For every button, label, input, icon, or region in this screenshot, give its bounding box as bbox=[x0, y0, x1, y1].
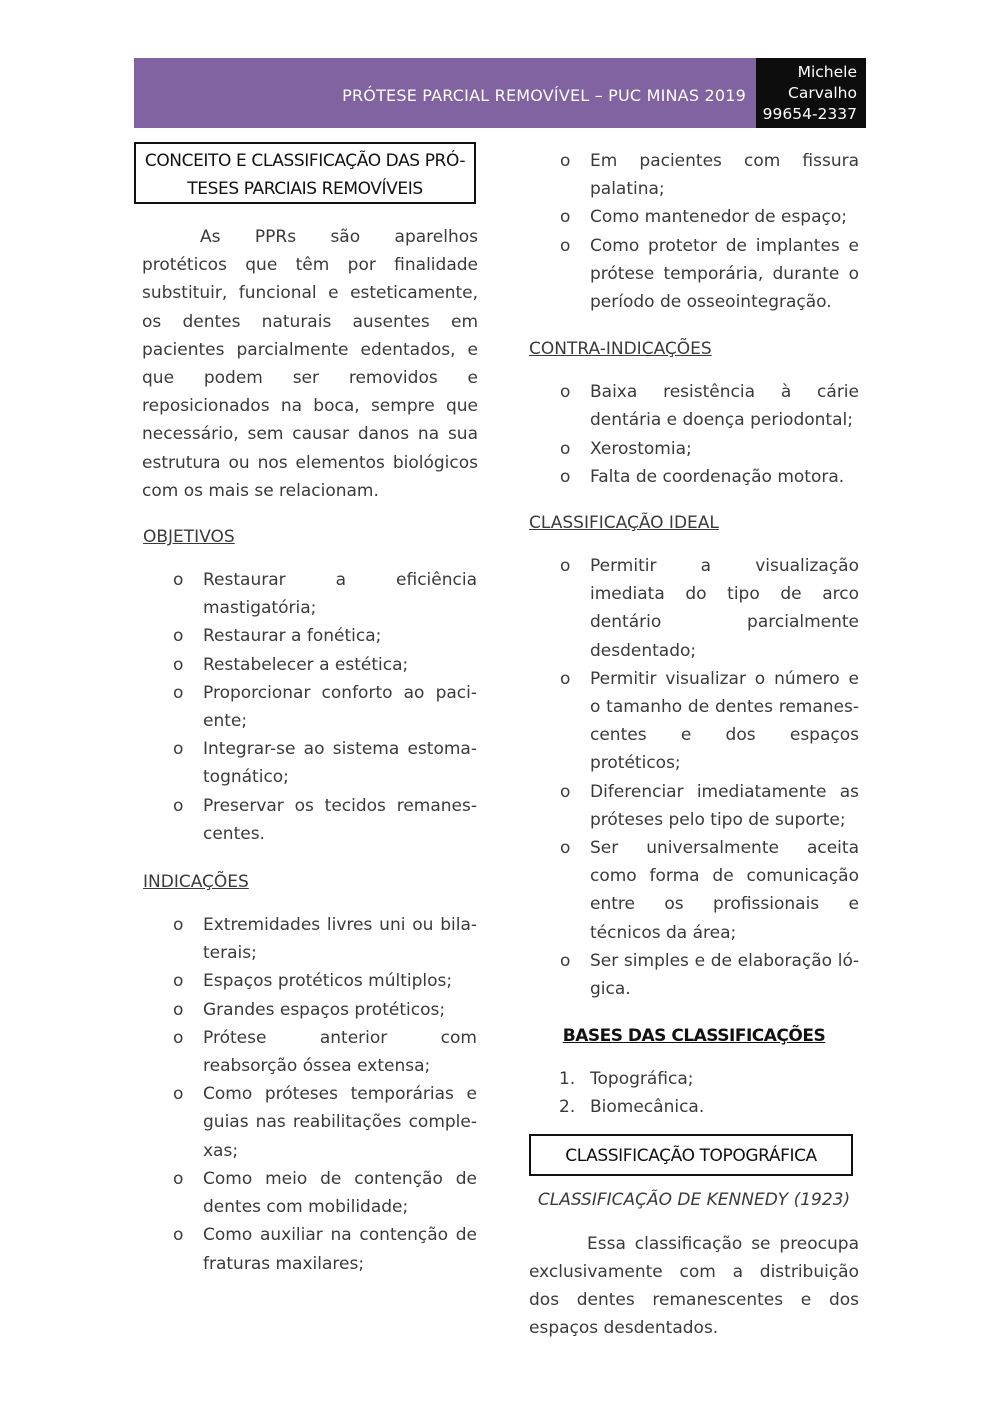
topografica-title-box bbox=[529, 1134, 853, 1176]
bullet-icon: o bbox=[173, 1168, 184, 1189]
list-item: o Restaurar a fonética; bbox=[142, 622, 477, 650]
objetivos-list bbox=[142, 566, 477, 848]
list-item: o Espaços protéticos múltiplos; bbox=[142, 967, 477, 995]
bullet-icon: o bbox=[560, 838, 571, 859]
bullet-icon: o bbox=[560, 207, 571, 228]
author-surname: Carvalho bbox=[788, 84, 857, 102]
contra-list bbox=[529, 378, 859, 491]
bullet-icon: o bbox=[560, 466, 571, 487]
list-item: o Extremidades livres uni ou bilaterais; bbox=[142, 911, 477, 967]
bullet-icon: o bbox=[173, 971, 184, 992]
list-item: o Permitir a visualização imediata do tipo de arco dentário parcialmente desdentado; bbox=[529, 552, 859, 665]
bases-heading: BASES DAS CLASSIFICAÇÕES bbox=[562, 1026, 826, 1047]
header-title: PRÓTESE PARCIAL REMOVÍVEL – PUC MINAS 2019 bbox=[342, 86, 746, 105]
bullet-icon: o bbox=[560, 668, 571, 689]
indicacoes-heading: INDICAÇÕES bbox=[143, 872, 249, 893]
bullet-icon: o bbox=[173, 626, 184, 647]
list-item: o Integrar-se ao sistema estomatognático; bbox=[142, 735, 477, 791]
list-item: o Como próteses temporárias e guias nas reabilitações complexas; bbox=[142, 1080, 477, 1165]
concept-title-box bbox=[134, 142, 476, 204]
bullet-icon: o bbox=[560, 556, 571, 577]
list-item: o Prótese anterior com reabsorção óssea extensa; bbox=[142, 1024, 477, 1080]
topografica-title: CLASSIFICAÇÃO TOPOGRÁFICA bbox=[565, 1145, 817, 1166]
bullet-icon: o bbox=[173, 999, 184, 1020]
list-item: o Em pacientes com fissura palatina; bbox=[529, 147, 859, 203]
list-item: o Como protetor de implantes e prótese temporária, durante o período de osseointegração. bbox=[529, 232, 859, 317]
bullet-icon: o bbox=[560, 438, 571, 459]
bullet-icon: o bbox=[173, 1225, 184, 1246]
list-item: o Permitir visualizar o número e o tamanho de dentes remanescentes e dos espaços protéticos; bbox=[529, 665, 859, 778]
bullet-icon: o bbox=[173, 682, 184, 703]
bullet-icon: o bbox=[173, 795, 184, 816]
list-item: o Restaurar a eficiência mastigatória; bbox=[142, 566, 477, 622]
indicacoes-list bbox=[142, 911, 477, 1278]
contra-heading: CONTRA-INDICAÇÕES bbox=[529, 339, 712, 360]
list-item: o Ser universalmente aceita como forma de comunicação entre os profissionais e técnicos da área; bbox=[529, 834, 859, 947]
author-name: Michele bbox=[797, 63, 857, 81]
bullet-icon: o bbox=[173, 915, 184, 936]
concept-title-line2: TESES PARCIAIS REMOVÍVEIS bbox=[187, 179, 423, 199]
list-item: 2. Biomecânica. bbox=[559, 1097, 705, 1118]
bullet-icon: o bbox=[560, 235, 571, 256]
author-box bbox=[756, 58, 866, 128]
bullet-icon: o bbox=[173, 654, 184, 675]
kennedy-paragraph: Essa classificação se preocupa exclusivamente com a distribuição dos dentes remanescentes e dos espaços desdentados. bbox=[529, 1233, 859, 1339]
list-item: o Preservar os tecidos remanescentes. bbox=[142, 792, 477, 848]
indicacoes-continued-list bbox=[529, 147, 859, 316]
intro-paragraph: As PPRs são aparelhos protéticos que têm por finalidade substituir, funcional e esteticamente, os dentes naturais ausentes em pacientes parcialmente edentados, e que podem ser removidos e reposicionados na boca, sempre que necessário, sem causar danos na sua estrutura ou nos elementos biológicos com os mais se relacionam. bbox=[142, 227, 478, 501]
objetivos-heading: OBJETIVOS bbox=[143, 527, 235, 548]
left-column bbox=[134, 142, 476, 1278]
list-item: o Xerostomia; bbox=[529, 435, 859, 463]
bullet-icon: o bbox=[560, 151, 571, 171]
list-item: o Ser simples e de elaboração lógica. bbox=[529, 947, 859, 1003]
kennedy-subtitle: CLASSIFICAÇÃO DE KENNEDY (1923) bbox=[537, 1189, 851, 1210]
author-phone: 99654-2337 bbox=[762, 105, 857, 123]
list-item: o Falta de coordenação motora. bbox=[529, 463, 859, 491]
bullet-icon: o bbox=[173, 1084, 184, 1105]
list-item: o Diferenciar imediatamente as próteses pelo tipo de suporte; bbox=[529, 778, 859, 834]
list-item: o Proporcionar conforto ao paciente; bbox=[142, 679, 477, 735]
bullet-icon: o bbox=[173, 739, 184, 760]
list-item: o Como mantenedor de espaço; bbox=[529, 203, 859, 231]
bullet-icon: o bbox=[560, 781, 571, 802]
bullet-icon: o bbox=[560, 950, 571, 971]
list-item: o Baixa resistência à cárie dentária e doença periodontal; bbox=[529, 378, 859, 434]
list-item: o Restabelecer a estética; bbox=[142, 651, 477, 679]
header-bar bbox=[134, 58, 756, 128]
bullet-icon: o bbox=[173, 570, 184, 591]
list-item: o Como auxiliar na contenção de fraturas maxilares; bbox=[142, 1221, 477, 1277]
ideal-list bbox=[529, 552, 859, 1003]
bullet-icon: o bbox=[560, 382, 571, 403]
bullet-icon: o bbox=[173, 1027, 184, 1048]
concept-title-line1: CONCEITO E CLASSIFICAÇÃO DAS PRÓ- bbox=[144, 151, 466, 171]
right-column bbox=[529, 147, 859, 1343]
list-item: 1. Topográfica; bbox=[559, 1069, 694, 1090]
list-item: o Grandes espaços protéticos; bbox=[142, 996, 477, 1024]
list-item: o Como meio de contenção de dentes com mobilidade; bbox=[142, 1165, 477, 1221]
ideal-heading: CLASSIFICAÇÃO IDEAL bbox=[529, 513, 719, 534]
bases-list bbox=[529, 1065, 859, 1121]
